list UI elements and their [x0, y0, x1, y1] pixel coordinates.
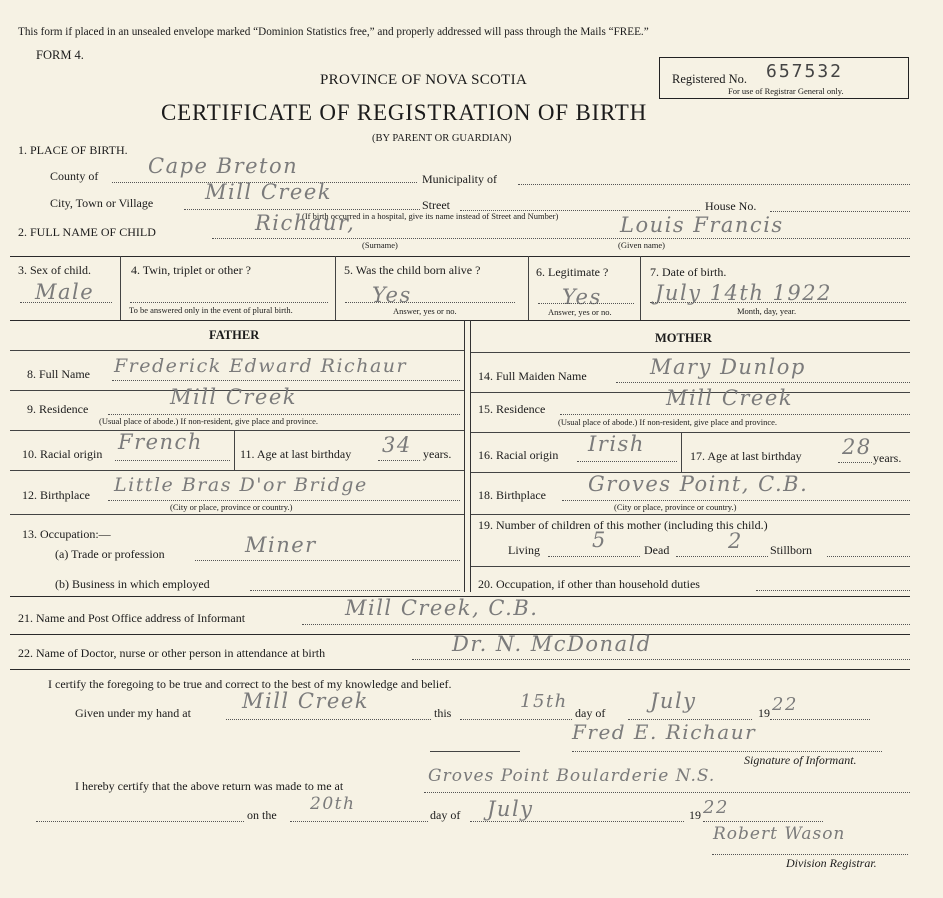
legitimate-label: 6. Legitimate ?	[536, 265, 609, 279]
registered-label: Registered No.	[672, 72, 747, 86]
county-value: Cape Breton	[148, 154, 299, 178]
registrar-day-value: 20th	[310, 794, 356, 814]
mother-birthplace-note: (City or place, province or country.)	[614, 502, 737, 512]
mother-occupation-label: 20. Occupation, if other than household duties	[478, 577, 700, 591]
given-place-value: Mill Creek	[242, 689, 370, 713]
registrar-place-value: Groves Point Boularderie N.S.	[428, 766, 716, 786]
informant-signature: Fred E. Richaur	[572, 720, 757, 744]
father-racial-origin-label: 10. Racial origin	[22, 447, 103, 461]
father-residence-label: 9. Residence	[27, 402, 89, 416]
page-title: CERTIFICATE OF REGISTRATION OF BIRTH	[161, 100, 648, 125]
legitimate-value: Yes	[562, 285, 602, 309]
registrar-caption: Division Registrar.	[786, 856, 877, 870]
page-subtitle: (BY PARENT OR GUARDIAN)	[372, 133, 512, 144]
living-label: Living	[508, 543, 540, 557]
stillborn-label: Stillborn	[770, 543, 813, 557]
informant-label: 21. Name and Post Office address of Informant	[18, 611, 246, 625]
father-racial-origin-value: French	[118, 430, 203, 454]
mother-heading: MOTHER	[655, 331, 712, 345]
father-residence-note: (Usual place of abode.) If non-resident, give place and province.	[99, 416, 319, 426]
mother-birthplace-value: Groves Point, C.B.	[588, 472, 809, 496]
certify-year-prefix: 19	[758, 706, 770, 720]
given-under-hand-label: Given under my hand at	[75, 706, 191, 720]
child-name-label: 2. FULL NAME OF CHILD	[18, 225, 156, 239]
surname-caption: (Surname)	[362, 240, 398, 250]
dead-value: 2	[728, 529, 743, 553]
date-of-birth-label: 7. Date of birth.	[650, 265, 727, 279]
sex-label: 3. Sex of child.	[18, 263, 91, 277]
trade-value: Miner	[245, 533, 317, 557]
municipality-label: Municipality of	[422, 172, 497, 186]
father-residence-value: Mill Creek	[170, 385, 298, 409]
father-birthplace-label: 12. Birthplace	[22, 488, 90, 502]
mother-age-label: 17. Age at last birthday	[690, 449, 802, 463]
child-given-name-value: Louis Francis	[620, 213, 784, 237]
legitimate-answer-note: Answer, yes or no.	[548, 307, 612, 317]
mother-age-years: years.	[873, 451, 902, 465]
mother-age-value: 28	[842, 435, 872, 459]
twin-note: To be answered only in the event of plural birth.	[129, 305, 293, 315]
father-age-value: 34	[382, 433, 412, 457]
registrar-on-label: on the	[247, 808, 277, 822]
born-alive-label: 5. Was the child born alive ?	[344, 263, 481, 277]
province-title: PROVINCE OF NOVA SCOTIA	[320, 72, 528, 88]
registrar-month-value: July	[487, 797, 534, 821]
born-alive-value: Yes	[372, 283, 412, 307]
child-surname-value: Richaur,	[255, 211, 356, 235]
living-value: 5	[592, 528, 607, 552]
this-label: this	[434, 706, 452, 720]
informant-value: Mill Creek, C.B.	[345, 596, 539, 620]
registrar-use-note: For use of Registrar General only.	[728, 86, 844, 96]
mother-maiden-name-label: 14. Full Maiden Name	[478, 369, 587, 383]
father-heading: FATHER	[209, 328, 260, 342]
city-label: City, Town or Village	[50, 196, 154, 210]
mother-maiden-name-value: Mary Dunlop	[650, 355, 806, 379]
father-age-years: years.	[423, 447, 452, 461]
father-age-label: 11. Age at last birthday	[240, 447, 352, 461]
sex-value: Male	[35, 280, 95, 304]
place-of-birth-heading: 1. PLACE OF BIRTH.	[18, 143, 128, 157]
form-number: FORM 4.	[36, 48, 84, 62]
hospital-note: (If birth occurred in a hospital, give its name instead of Street and Number)	[302, 211, 559, 221]
mother-residence-value: Mill Creek	[666, 386, 794, 410]
date-of-birth-value: July 14th 1922	[655, 281, 833, 305]
business-label: (b) Business in which employed	[55, 577, 210, 591]
doctor-value: Dr. N. McDonald	[452, 632, 652, 656]
born-alive-answer-note: Answer, yes or no.	[393, 306, 457, 316]
mother-residence-note: (Usual place of abode.) If non-resident, give place and province.	[558, 417, 778, 427]
county-label: County of	[50, 169, 99, 183]
registrar-statement: I hereby certify that the above return was made to me at	[75, 779, 344, 793]
house-no-label: House No.	[705, 199, 757, 213]
city-value: Mill Creek	[205, 180, 333, 204]
twin-label: 4. Twin, triplet or other ?	[131, 263, 251, 277]
certify-year-value: 22	[772, 694, 798, 715]
certify-day-value: 15th	[520, 691, 568, 712]
street-label: Street	[422, 198, 450, 212]
date-caption: Month, day, year.	[737, 306, 797, 316]
father-birthplace-value: Little Bras D'or Bridge	[114, 474, 368, 496]
occupation-label: 13. Occupation:—	[22, 527, 111, 541]
registrar-signature: Robert Wason	[713, 824, 846, 844]
registrar-year-value: 22	[703, 797, 729, 818]
registered-number: 657532	[766, 61, 844, 82]
mother-residence-label: 15. Residence	[478, 402, 546, 416]
certify-statement: I certify the foregoing to be true and correct to the best of my knowledge and belief.	[48, 677, 452, 691]
given-name-caption: (Given name)	[618, 240, 665, 250]
father-name-label: 8. Full Name	[27, 367, 90, 381]
children-count-label: 19. Number of children of this mother (including this child.)	[478, 518, 768, 532]
certify-month-value: July	[650, 689, 697, 713]
mother-racial-origin-label: 16. Racial origin	[478, 448, 559, 462]
father-birthplace-note: (City or place, province or country.)	[170, 502, 293, 512]
registration-box	[659, 57, 909, 99]
father-name-value: Frederick Edward Richaur	[114, 355, 408, 377]
mother-racial-origin-value: Irish	[588, 432, 645, 456]
mail-note: This form if placed in an unsealed envelope marked “Dominion Statistics free,” and properly addressed will pass through the Mails “FREE.”	[18, 26, 649, 38]
certify-day-of-label: day of	[575, 706, 606, 720]
dead-label: Dead	[644, 543, 670, 557]
trade-label: (a) Trade or profession	[55, 547, 165, 561]
registrar-day-of-label: day of	[430, 808, 461, 822]
registrar-year-prefix: 19	[689, 808, 701, 822]
doctor-label: 22. Name of Doctor, nurse or other person in attendance at birth	[18, 646, 326, 660]
informant-signature-caption: Signature of Informant.	[744, 753, 857, 767]
mother-birthplace-label: 18. Birthplace	[478, 488, 546, 502]
